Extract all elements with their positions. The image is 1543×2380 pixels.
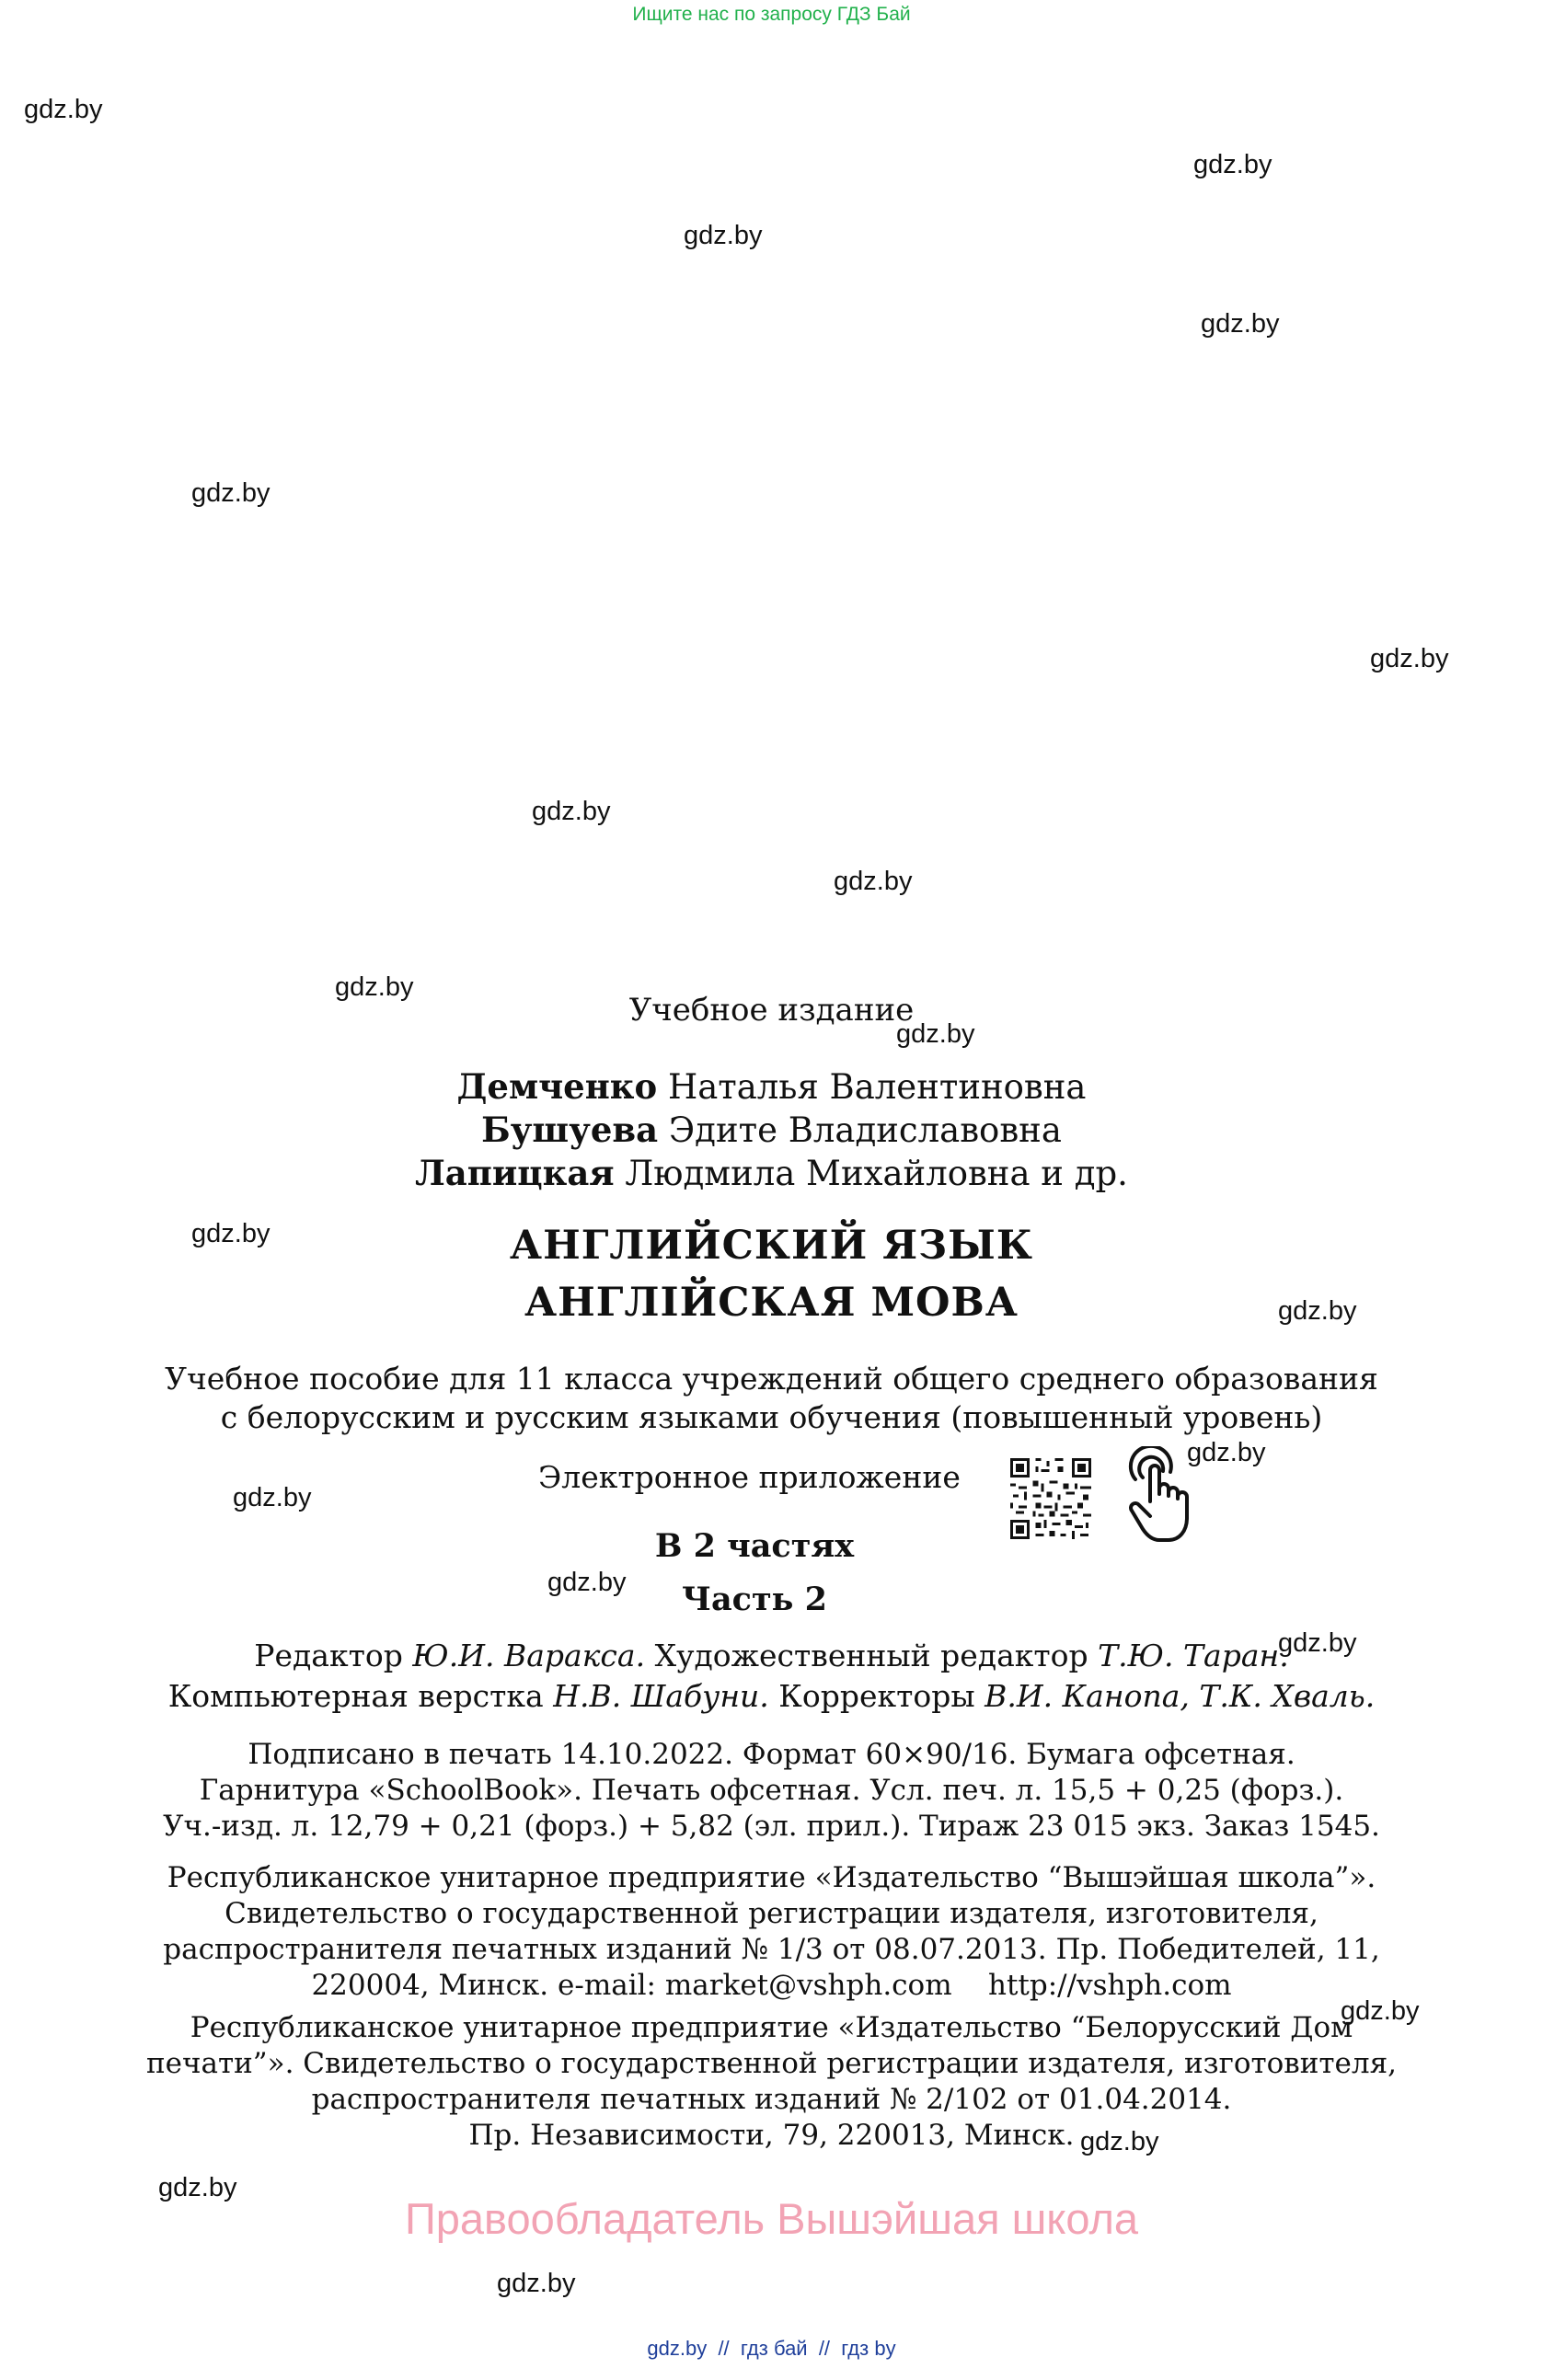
- publisher-info: [0, 1860, 1543, 2004]
- author-line: [0, 1065, 1543, 1109]
- layout-name: Н.В. Шабуни.: [553, 1678, 769, 1714]
- electronic-app-label: Электронное приложение: [538, 1459, 961, 1495]
- imprint: [0, 1737, 1543, 1845]
- printer-line: распространителя печатных изданий № 2/102 от 01.04.2014.: [311, 2083, 1232, 2116]
- publisher-line: 220004, Минск. e-mail: market@vshph.com http://vshph.com: [311, 1969, 1232, 2002]
- watermark: gdz.by: [1201, 309, 1280, 339]
- watermark: gdz.by: [233, 1483, 312, 1512]
- watermark: gdz.by: [834, 867, 913, 896]
- watermark: gdz.by: [1341, 1996, 1420, 2026]
- watermark: gdz.by: [191, 1219, 271, 1248]
- art-editor-name: Т.Ю. Таран.: [1098, 1638, 1289, 1673]
- authors: [0, 1065, 1543, 1195]
- author-name: Наталья Валентиновна: [667, 1067, 1087, 1107]
- imprint-line: Гарнитура «SchoolBook». Печать офсетная. Усл. печ. л. 15,5 + 0,25 (форз.).: [199, 1774, 1344, 1807]
- watermark: gdz.by: [191, 478, 271, 508]
- publisher-line: распространителя печатных изданий № 1/3 от 08.07.2013. Пр. Победителей, 11,: [163, 1933, 1380, 1966]
- watermark: gdz.by: [1370, 644, 1449, 673]
- subtitle-line: с белорусским и русским языками обучения (повышенный уровень): [220, 1399, 1323, 1435]
- watermark: gdz.by: [1187, 1438, 1266, 1467]
- footer-links[interactable]: gdz.by // гдз бай // гдз by: [647, 2337, 896, 2360]
- proofreaders-label: Корректоры: [778, 1678, 975, 1714]
- imprint-line: Уч.-изд. л. 12,79 + 0,21 (форз.) + 5,82 (эл. прил.). Тираж 23 015 экз. Заказ 1545.: [163, 1810, 1380, 1843]
- watermark: gdz.by: [24, 95, 103, 124]
- credits-line: [0, 1636, 1543, 1676]
- imprint-line: Подписано в печать 14.10.2022. Формат 60×90/16. Бумага офсетная.: [248, 1738, 1295, 1771]
- watermark: gdz.by: [1278, 1296, 1357, 1326]
- proofreaders-names: В.И. Канопа, Т.К. Хваль.: [985, 1678, 1376, 1714]
- layout-label: Компьютерная верстка: [167, 1678, 544, 1714]
- watermark: gdz.by: [1278, 1628, 1357, 1658]
- book-title: [0, 1217, 1543, 1331]
- author-line: [0, 1152, 1543, 1195]
- author-surname: Демченко: [456, 1066, 658, 1107]
- watermark: gdz.by: [497, 2269, 576, 2298]
- watermark: gdz.by: [1080, 2127, 1159, 2156]
- editor-name: Ю.И. Варакса.: [412, 1638, 646, 1673]
- title-belarusian: АНГЛІЙСКАЯ МОВА: [524, 1280, 1019, 1326]
- author-name: Людмила Михайловна и др.: [625, 1154, 1128, 1193]
- watermark: gdz.by: [158, 2173, 237, 2202]
- watermark: gdz.by: [896, 1019, 975, 1049]
- credits: [0, 1636, 1543, 1717]
- watermark: gdz.by: [335, 972, 414, 1002]
- watermark: gdz.by: [684, 221, 763, 250]
- author-surname: Бушуева: [481, 1110, 659, 1150]
- credits-line: [0, 1676, 1543, 1717]
- parts-info: [0, 1520, 1509, 1627]
- printer-info: [0, 2010, 1543, 2154]
- watermark: gdz.by: [532, 797, 611, 826]
- printer-line: Республиканское унитарное предприятие «Издательство “Белорусский Дом: [190, 2011, 1353, 2044]
- author-name: Эдите Владиславовна: [668, 1110, 1062, 1150]
- parts-count: В 2 частях: [654, 1527, 855, 1565]
- printer-line: печати”». Свидетельство о государственной регистрации издателя, изготовителя,: [145, 2047, 1398, 2080]
- editor-label: Редактор: [254, 1638, 403, 1673]
- publisher-line: Республиканское унитарное предприятие «Издательство “Вышэйшая школа”».: [167, 1861, 1376, 1894]
- copyright-holder: Правообладатель Вышэйшая школа: [404, 2194, 1139, 2243]
- art-editor-label: Художественный редактор: [654, 1638, 1088, 1673]
- title-russian: АНГЛИЙСКИЙ ЯЗЫК: [510, 1223, 1033, 1269]
- edition-type: Учебное издание: [628, 992, 915, 1029]
- top-banner[interactable]: Ищите нас по запросу ГДЗ Бай: [632, 4, 911, 25]
- author-surname: Лапицкая: [415, 1153, 615, 1193]
- watermark: gdz.by: [547, 1568, 627, 1597]
- printer-line: Пр. Независимости, 79, 220013, Минск.: [468, 2119, 1075, 2152]
- book-subtitle: [0, 1360, 1543, 1437]
- publisher-line: Свидетельство о государственной регистрации издателя, изготовителя,: [225, 1897, 1318, 1930]
- subtitle-line: Учебное пособие для 11 класса учреждений общего среднего образования: [165, 1361, 1378, 1397]
- author-line: [0, 1109, 1543, 1152]
- watermark: gdz.by: [1193, 150, 1272, 179]
- part-number: Часть 2: [682, 1581, 827, 1618]
